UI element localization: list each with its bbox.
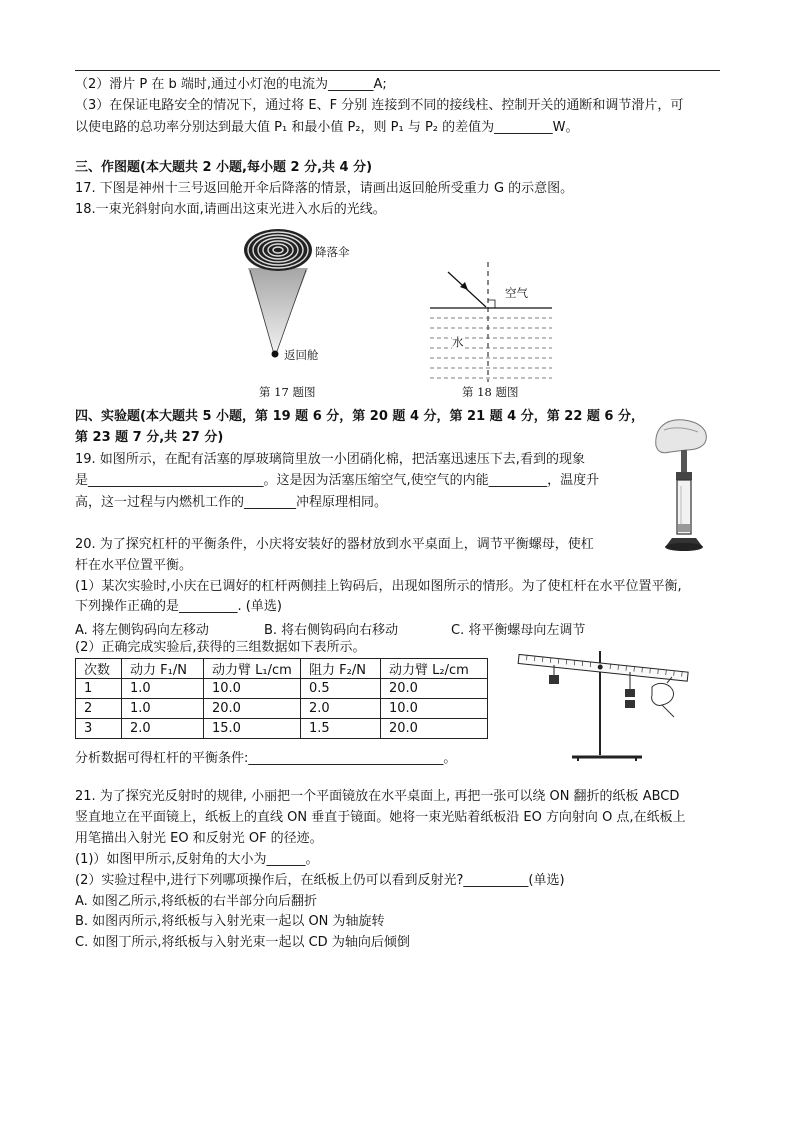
table-cell: 0.5: [301, 679, 381, 699]
table-header-cell: 动力臂 L₂/cm: [381, 659, 488, 679]
q17-text: 17. 下图是神州十三号返回舱开伞后降落的情景，请画出返回舱所受重力 G 的示意图。: [75, 181, 574, 196]
table-row: [76, 679, 488, 699]
table-cell: 2: [76, 699, 122, 719]
q20-part1-line1: (1）某次实验时,小庆在已调好的杠杆两侧挂上钩码后，出现如图所示的情形。为了使杠杆在水平位置平衡,: [75, 579, 682, 594]
section4-title-line1: 四、实验题(本大题共 5 小题，第 19 题 6 分，第 20 题 4 分，第 21 题 4 分，第 22 题 6 分，: [75, 409, 644, 424]
fig19-piston-figure: [650, 416, 712, 554]
section4-title-line2: 第 23 题 7 分,共 27 分): [75, 430, 224, 445]
table-header-cell: 阻力 F₂/N: [301, 659, 381, 679]
section3-title: 三、作图题(本大题共 2 小题,每小题 2 分,共 4 分): [75, 160, 373, 175]
q21-option-b: B. 如图丙所示,将纸板与入射光束一起以 ON 为轴旋转: [75, 914, 385, 929]
q21-line3: 用笔描出入射光 EO 和反射光 OF 的径迹。: [75, 831, 323, 846]
fig18-label-water: 水: [452, 335, 464, 349]
header-rule: [75, 70, 720, 71]
table-cell: 20.0: [381, 679, 488, 699]
fig17-label-parachute: 降落伞: [315, 245, 350, 259]
table-row: [76, 699, 488, 719]
fig20-lever-figure: [512, 645, 702, 767]
table-cell: 10.0: [381, 699, 488, 719]
q20-conclusion: 分析数据可得杠杆的平衡条件:______________________________。: [75, 751, 457, 766]
q21-option-a: A. 如图乙所示,将纸板的右半部分向后翻折: [75, 894, 318, 909]
q16-part3-line1: （3）在保证电路安全的情况下，通过将 E、F 分别 连接到不同的接线柱、控制开关的通断和调节滑片，可: [75, 98, 684, 113]
q19-line3: 高，这一过程与内燃机工作的________冲程原理相同。: [75, 495, 388, 510]
table-cell: 3: [76, 719, 122, 739]
table-header-cell: 动力臂 L₁/cm: [204, 659, 301, 679]
q20-part2-text: (2）正确完成实验后,获得的三组数据如下表所示。: [75, 640, 366, 655]
capsule-dot: [272, 351, 279, 358]
q21-option-c: C. 如图丁所示,将纸板与入射光束一起以 CD 为轴向后倾倒: [75, 935, 410, 950]
table-cell: 1.0: [122, 679, 204, 699]
lever-data-table: [75, 658, 488, 739]
table-header-row: [76, 659, 488, 679]
q21-part1: (1)）如图甲所示,反射角的大小为______。: [75, 852, 319, 867]
q16-part2: （2）滑片 P 在 b 端时,通过小灯泡的电流为_______A;: [75, 77, 387, 92]
table-cell: 1.0: [122, 699, 204, 719]
q21-line2: 竖直地立在平面镜上，纸板上的直线 ON 垂直于镜面。她将一束光贴着纸板沿 EO 方向射向 O 点,在纸板上: [75, 810, 686, 825]
table-cell: 15.0: [204, 719, 301, 739]
table-cell: 1.5: [301, 719, 381, 739]
q20-line2: 杆在水平位置平衡。: [75, 558, 193, 573]
table-cell: 2.0: [301, 699, 381, 719]
table-row: [76, 719, 488, 739]
table-cell: 20.0: [204, 699, 301, 719]
fig17-label-capsule: 返回舱: [284, 348, 319, 362]
q18-text: 18.一束光斜射向水面,请画出这束光进入水后的光线。: [75, 202, 386, 217]
q20-option-c: C. 将平衡螺母向左调节: [451, 623, 586, 638]
fig17-caption: 第 17 题图: [259, 385, 316, 399]
q19-line2: 是___________________________。这是因为活塞压缩空气,使空气的内能_________，温度升: [75, 473, 600, 488]
q20-option-a: A. 将左侧钩码向左移动: [75, 623, 209, 638]
table-cell: 1: [76, 679, 122, 699]
q20-part1-line2: 下列操作正确的是_________. (单选): [75, 599, 282, 614]
q21-line1: 21. 为了探究光反射时的规律, 小丽把一个平面镜放在水平桌面上, 再把一张可以绕 ON 翻折的纸板 ABCD: [75, 789, 680, 804]
table-header-cell: 次数: [76, 659, 122, 679]
table-cell: 2.0: [122, 719, 204, 739]
q21-part2: (2）实验过程中,进行下列哪项操作后，在纸板上仍可以看到反射光?__________(单选): [75, 873, 565, 888]
table-cell: 10.0: [204, 679, 301, 699]
fig18-label-air: 空气: [505, 286, 528, 300]
table-cell: 20.0: [381, 719, 488, 739]
q19-line1: 19. 如图所示，在配有活塞的厚玻璃筒里放一小团硝化棉，把活塞迅速压下去,看到的现象: [75, 452, 585, 467]
table-header-cell: 动力 F₁/N: [122, 659, 204, 679]
q16-part3-line2: 以使电路的总功率分别达到最大值 P₁ 和最小值 P₂，则 P₁ 与 P₂ 的差值为_________W。: [75, 120, 579, 135]
fig18-caption: 第 18 题图: [462, 385, 519, 399]
q20-option-b: B. 将右侧钩码向右移动: [264, 623, 399, 638]
fig18-water-figure: [420, 262, 560, 384]
q20-line1: 20. 为了探究杠杆的平衡条件，小庆将安装好的器材放到水平桌面上，调节平衡螺母，使杠: [75, 537, 594, 552]
